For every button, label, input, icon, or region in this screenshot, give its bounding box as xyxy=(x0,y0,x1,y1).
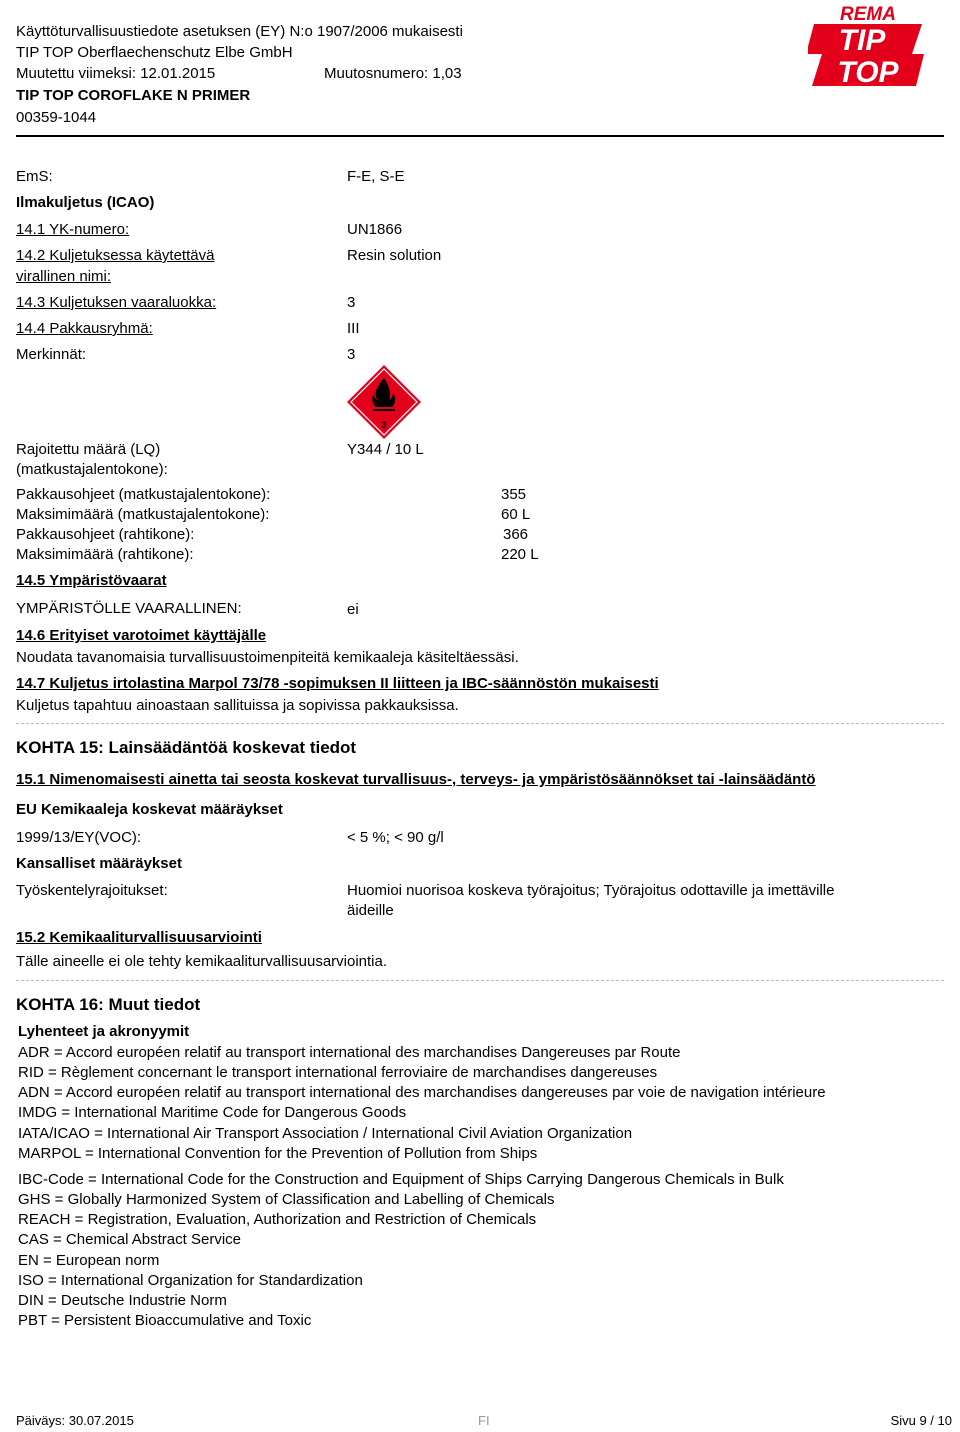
packing-instruction-passenger-label: Pakkausohjeet (matkustajalentokone): xyxy=(16,486,271,503)
svg-text:TIP: TIP xyxy=(838,24,886,57)
doc-title: Käyttöturvallisuustiedote asetuksen (EY) N:o 1907/2006 mukaisesti xyxy=(16,23,463,40)
lq-label: Rajoitettu määrä (LQ) xyxy=(16,441,161,458)
work-restrictions-label: Työskentelyrajoitukset: xyxy=(16,882,168,899)
section-15-title: KOHTA 15: Lainsäädäntöä koskevat tiedot xyxy=(16,738,357,757)
section-divider xyxy=(16,723,944,724)
svg-text:3: 3 xyxy=(381,420,387,430)
svg-text:REMA: REMA xyxy=(840,4,896,25)
abbreviation-item: IATA/ICAO = International Air Transport Association / International Civil Aviation Organization xyxy=(18,1125,633,1142)
abbreviation-item: ADN = Accord européen relatif au transport international des marchandises dangereuses par voie de navigation intérieure xyxy=(18,1084,826,1101)
packing-group-value: III xyxy=(347,320,360,337)
flammable-liquid-diamond-icon xyxy=(346,364,422,440)
footer-page-number: Sivu 9 / 10 xyxy=(890,1413,952,1428)
shipping-name-label: 14.2 Kuljetuksessa käytettävä xyxy=(16,247,215,264)
section-divider xyxy=(16,980,944,981)
max-quantity-cargo-label: Maksimimäärä (rahtikone): xyxy=(16,546,194,563)
abbreviation-item: PBT = Persistent Bioaccumulative and Toxic xyxy=(18,1312,312,1329)
product-name: TIP TOP COROFLAKE N PRIMER xyxy=(16,87,251,104)
hazard-class-value: 3 xyxy=(347,294,356,311)
env-hazard-label: YMPÄRISTÖLLE VAARALLINEN: xyxy=(16,600,242,617)
hazard-class-label: 14.3 Kuljetuksen vaaraluokka: xyxy=(16,294,217,311)
max-quantity-cargo-value: 220 L xyxy=(501,546,539,563)
max-quantity-passenger-value: 60 L xyxy=(501,506,531,523)
abbreviation-item: IMDG = International Maritime Code for Dangerous Goods xyxy=(18,1104,407,1121)
bulk-transport-text: Kuljetus tapahtuu ainoastaan sallituissa ja sopivissa pakkauksissa. xyxy=(16,697,459,714)
lq-value: Y344 / 10 L xyxy=(347,441,424,458)
ems-label: EmS: xyxy=(16,168,53,185)
packing-group-label: 14.4 Pakkausryhmä: xyxy=(16,320,153,337)
company-name: TIP TOP Oberflaechenschutz Elbe GmbH xyxy=(16,44,293,61)
footer-date: Päiväys: 30.07.2015 xyxy=(16,1413,134,1428)
abbreviation-item: EN = European norm xyxy=(18,1252,160,1269)
abbreviation-item: DIN = Deutsche Industrie Norm xyxy=(18,1292,227,1309)
bulk-transport-heading: 14.7 Kuljetus irtolastina Marpol 73/78 -sopimuksen II liitteen ja IBC-säännöstön mukaisesti xyxy=(16,675,659,692)
rema-tip-top-logo xyxy=(808,2,928,92)
env-hazard-value: ei xyxy=(347,601,359,618)
abbreviation-item: RID = Règlement concernant le transport international ferroviaire de marchandises dangereuses xyxy=(18,1064,658,1081)
csa-text: Tälle aineelle ei ole tehty kemikaaliturvallisuusarviointia. xyxy=(16,953,388,970)
labels-value: 3 xyxy=(347,346,356,363)
abbreviation-item: REACH = Registration, Evaluation, Authorization and Restriction of Chemicals xyxy=(18,1211,537,1228)
lq-label-2: (matkustajalentokone): xyxy=(16,461,168,478)
work-restrictions-value-2: äideille xyxy=(347,902,394,919)
shipping-name-value: Resin solution xyxy=(347,247,442,264)
ems-value: F-E, S-E xyxy=(347,168,405,185)
packing-instruction-cargo-value: 366 xyxy=(503,526,529,543)
eu-regulations-heading: EU Kemikaaleja koskevat määräykset xyxy=(16,801,283,818)
abbreviation-item: IBC-Code = International Code for the Construction and Equipment of Ships Carrying Dangerous Chemicals in Bulk xyxy=(18,1171,784,1188)
svg-text:TOP: TOP xyxy=(837,56,899,89)
labels-label: Merkinnät: xyxy=(16,346,87,363)
abbreviation-item: CAS = Chemical Abstract Service xyxy=(18,1231,242,1248)
un-number-label: 14.1 YK-numero: xyxy=(16,221,130,238)
revision-number: Muutosnumero: 1,03 xyxy=(324,65,462,82)
special-precautions-text: Noudata tavanomaisia turvallisuustoimenpiteitä kemikaaleja käsiteltäessäsi. xyxy=(16,649,519,666)
abbreviation-item: ISO = International Organization for Standardization xyxy=(18,1272,363,1289)
environmental-hazards-heading: 14.5 Ympäristövaarat xyxy=(16,572,167,589)
product-code: 00359-1044 xyxy=(16,109,97,126)
voc-label: 1999/13/EY(VOC): xyxy=(16,829,142,846)
header-rule xyxy=(16,135,944,137)
section-15-2-heading: 15.2 Kemikaaliturvallisuusarviointi xyxy=(16,929,262,946)
packing-instruction-cargo-label: Pakkausohjeet (rahtikone): xyxy=(16,526,195,543)
air-transport-heading: Ilmakuljetus (ICAO) xyxy=(16,194,155,211)
un-number-value: UN1866 xyxy=(347,221,403,238)
national-regulations-heading: Kansalliset määräykset xyxy=(16,855,182,872)
voc-value: < 5 %; < 90 g/l xyxy=(347,829,444,846)
revised-date: Muutettu viimeksi: 12.01.2015 xyxy=(16,65,216,82)
work-restrictions-value: Huomioi nuorisoa koskeva työrajoitus; Työrajoitus odottaville ja imettäville xyxy=(347,882,835,899)
abbreviations-heading: Lyhenteet ja akronyymit xyxy=(18,1023,190,1040)
abbreviation-item: ADR = Accord européen relatif au transport international des marchandises Dangereuses par Route xyxy=(18,1044,681,1061)
packing-instruction-passenger-value: 355 xyxy=(501,486,527,503)
section-15-1-heading: 15.1 Nimenomaisesti ainetta tai seosta koskevat turvallisuus-, terveys- ja ympäristösäännökset tai -lainsäädäntö xyxy=(16,771,816,788)
max-quantity-passenger-label: Maksimimäärä (matkustajalentokone): xyxy=(16,506,270,523)
shipping-name-label-2: virallinen nimi: xyxy=(16,268,112,285)
footer-language: FI xyxy=(478,1413,490,1428)
special-precautions-heading: 14.6 Erityiset varotoimet käyttäjälle xyxy=(16,627,267,644)
abbreviation-item: GHS = Globally Harmonized System of Classification and Labelling of Chemicals xyxy=(18,1191,555,1208)
abbreviation-item: MARPOL = International Convention for the Prevention of Pollution from Ships xyxy=(18,1145,538,1162)
section-16-title: KOHTA 16: Muut tiedot xyxy=(16,995,201,1014)
